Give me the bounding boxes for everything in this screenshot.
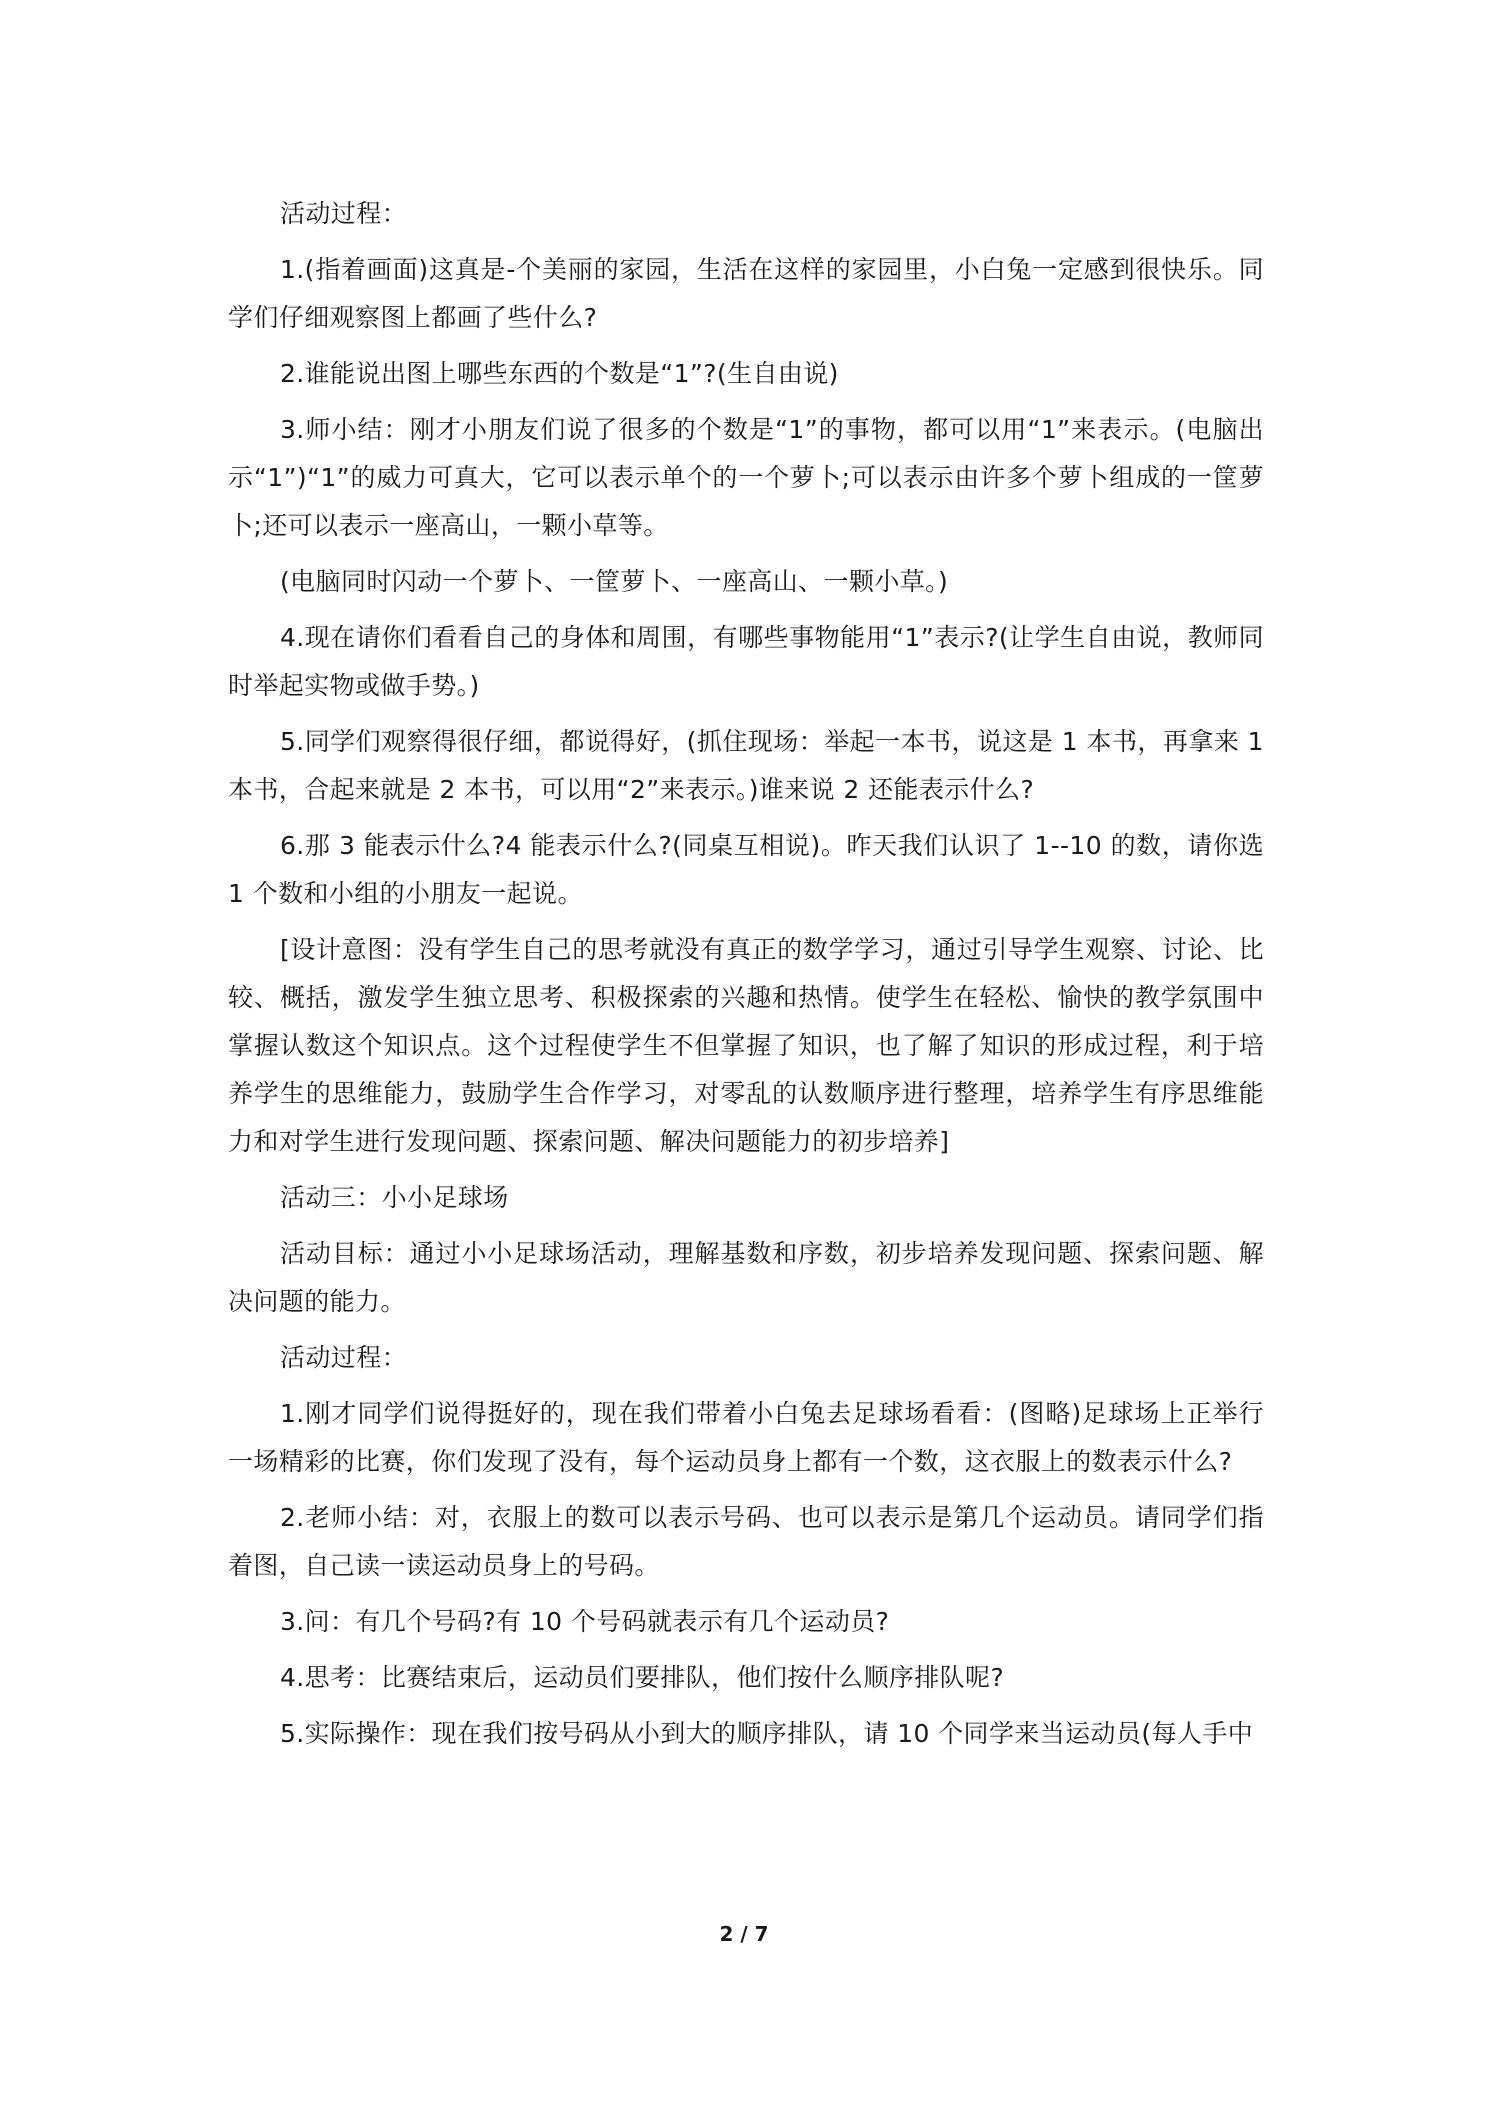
- paragraph-step-1: 1.(指着画面)这真是-个美丽的家园，生活在这样的家园里，小白兔一定感到很快乐。同学们仔细观察图上都画了些什么?: [228, 255, 1264, 332]
- paragraph-activity-process-heading-2: 活动过程：: [280, 1343, 408, 1372]
- paragraph-activity-process-heading: 活动过程：: [280, 199, 408, 228]
- paragraph-step-2: 2.谁能说出图上哪些东西的个数是“1”?(生自由说): [280, 359, 839, 388]
- page-number: 2 / 7: [719, 1922, 769, 1946]
- paragraph-football-step-4: 4.思考：比赛结束后，运动员们要排队，他们按什么顺序排队呢?: [280, 1663, 1005, 1692]
- paragraph-step-3: 3.师小结：刚才小朋友们说了很多的个数是“1”的事物，都可以用“1”来表示。(电脑出示“1”)“1”的威力可真大，它可以表示单个的一个萝卜;可以表示由许多个萝卜组成的一筐萝卜;还可以表示一座高山，一颗小草等。: [228, 415, 1264, 540]
- paragraph-activity-goal: 活动目标：通过小小足球场活动，理解基数和序数，初步培养发现问题、探索问题、解决问题的能力。: [228, 1239, 1264, 1316]
- paragraph-activity-three-title: 活动三：小小足球场: [280, 1183, 509, 1212]
- paragraph-step-6: 6.那 3 能表示什么?4 能表示什么?(同桌互相说)。昨天我们认识了 1--10 的数，请你选 1 个数和小组的小朋友一起说。: [228, 831, 1264, 908]
- paragraph-computer-note: (电脑同时闪动一个萝卜、一筐萝卜、一座高山、一颗小草。): [280, 567, 949, 596]
- paragraph-step-4: 4.现在请你们看看自己的身体和周围，有哪些事物能用“1”表示?(让学生自由说，教师同时举起实物或做手势。): [228, 623, 1264, 700]
- document-body: [228, 190, 1264, 1766]
- paragraph-design-intent: [设计意图：没有学生自己的思考就没有真正的数学学习，通过引导学生观察、讨论、比较、概括，激发学生独立思考、积极探索的兴趣和热情。使学生在轻松、愉快的教学氛围中掌握认数这个知识点。这个过程使学生不但掌握了知识，也了解了知识的形成过程，利于培养学生的思维能力，鼓励学生合作学习，对零乱的认数顺序进行整理，培养学生有序思维能力和对学生进行发现问题、探索问题、解决问题能力的初步培养]: [228, 935, 1264, 1156]
- paragraph-football-step-3: 3.问：有几个号码?有 10 个号码就表示有几个运动员?: [280, 1607, 890, 1636]
- paragraph-football-step-5: 5.实际操作：现在我们按号码从小到大的顺序排队，请 10 个同学来当运动员(每人手中: [280, 1719, 1254, 1748]
- paragraph-step-5: 5.同学们观察得很仔细，都说得好，(抓住现场：举起一本书，说这是 1 本书，再拿来 1 本书，合起来就是 2 本书，可以用“2”来表示。)谁来说 2 还能表示什么?: [228, 727, 1264, 804]
- paragraph-football-step-1: 1.刚才同学们说得挺好的，现在我们带着小白兔去足球场看看：(图略)足球场上正举行一场精彩的比赛，你们发现了没有，每个运动员身上都有一个数，这衣服上的数表示什么?: [228, 1399, 1264, 1476]
- paragraph-football-step-2: 2.老师小结：对，衣服上的数可以表示号码、也可以表示是第几个运动员。请同学们指着图，自己读一读运动员身上的号码。: [228, 1503, 1264, 1580]
